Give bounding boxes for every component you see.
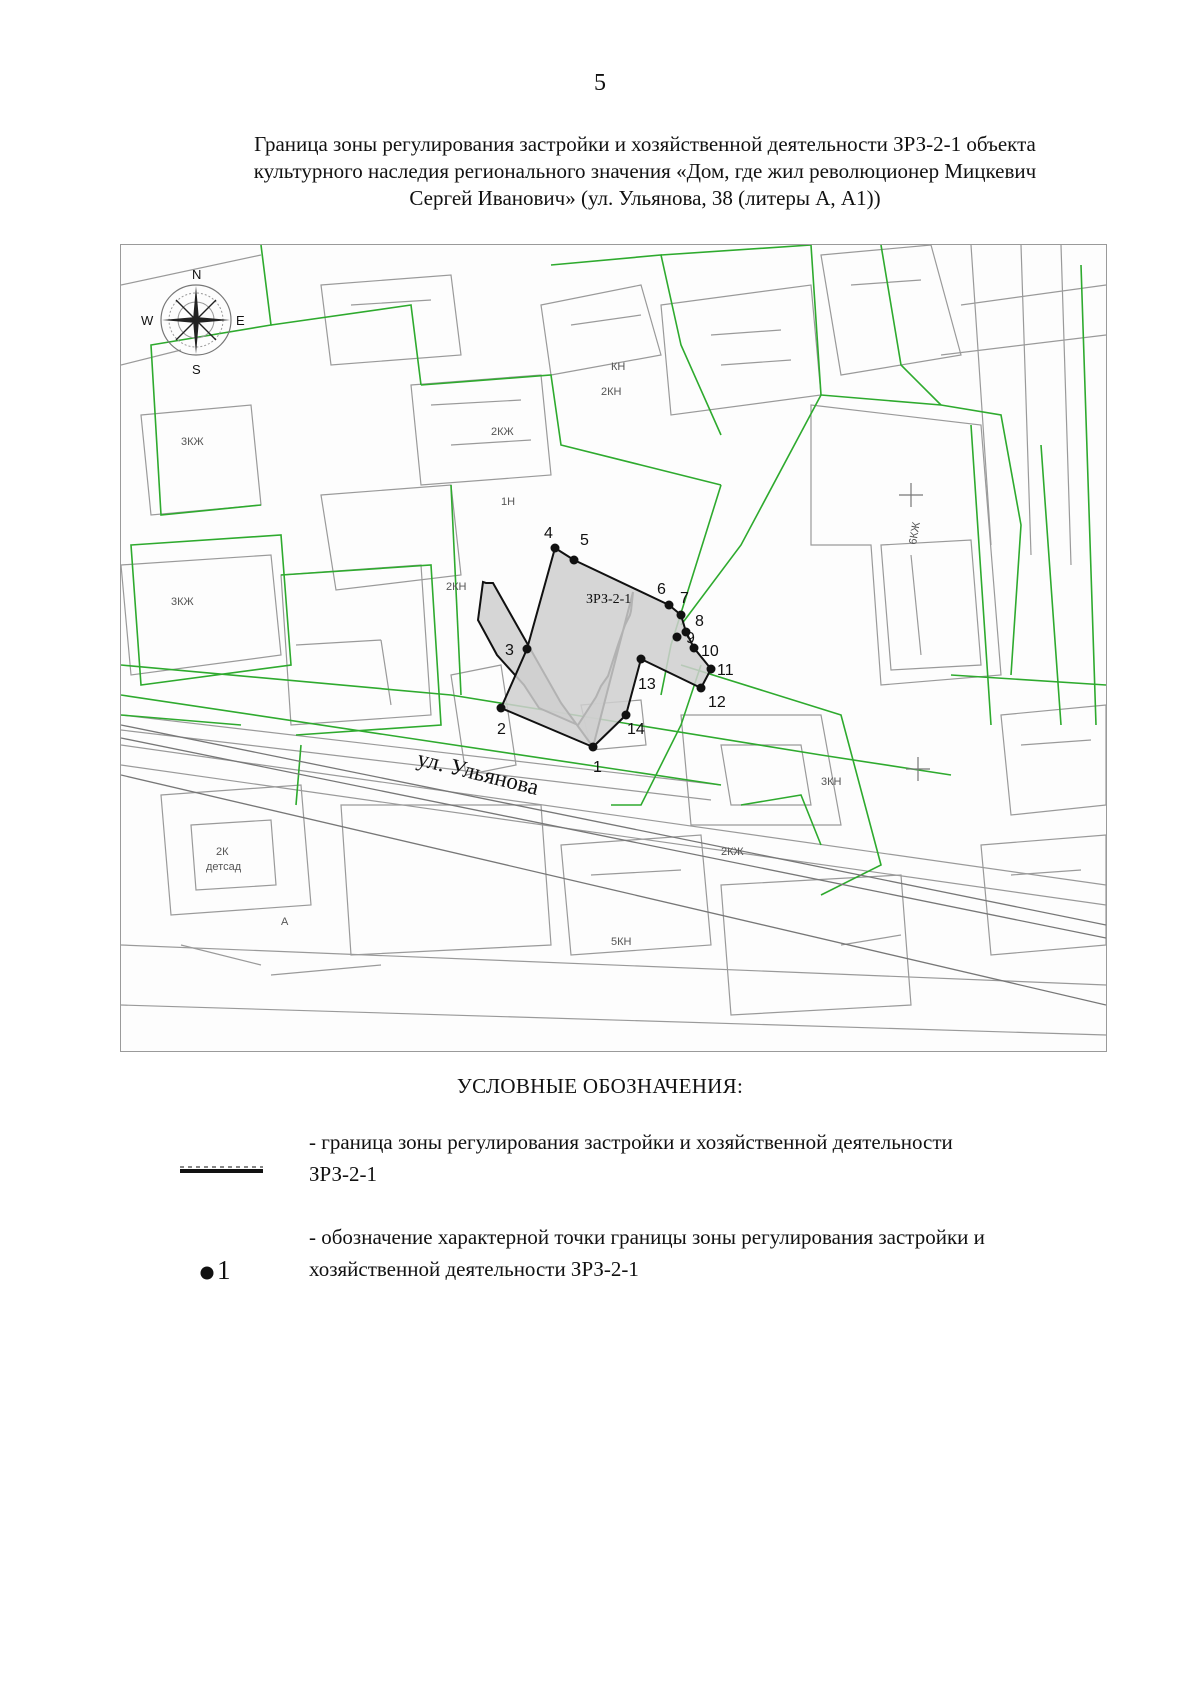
legend-text-line: - обозначение характерной точки границы зоны регулирования застройки и <box>309 1225 985 1249</box>
legend-item-point <box>175 1221 1125 1291</box>
boundary-point <box>570 556 579 565</box>
street-label: ул. Ульянова <box>414 745 542 800</box>
cadastral-boundaries <box>121 245 1106 895</box>
block-label: 3КЖ <box>171 596 194 608</box>
block-label: 3КЖ <box>181 436 204 448</box>
compass-east: E <box>236 313 245 328</box>
point-label: 8 <box>695 613 704 630</box>
block-label: 2КН <box>446 581 467 593</box>
legend-text-line: - граница зоны регулирования застройки и хозяйственной деятельности <box>309 1130 953 1154</box>
boundary-line-symbol <box>175 1126 275 1186</box>
block-label: КН <box>611 361 626 373</box>
boundary-point <box>589 743 598 752</box>
legend-item-boundary <box>175 1126 1125 1196</box>
street-ulyanova <box>121 725 1106 1005</box>
boundary-point <box>673 633 682 642</box>
point-label: 1 <box>593 759 602 776</box>
point-label: 11 <box>717 662 734 679</box>
compass-west: W <box>141 313 154 328</box>
legend-point-description <box>309 1221 1129 1285</box>
block-label: 6КЖ <box>907 521 923 546</box>
boundary-point <box>677 611 686 620</box>
block-label: 2К <box>216 846 229 858</box>
point-label: 9 <box>686 630 695 647</box>
point-label: 12 <box>708 694 726 711</box>
block-label: А <box>281 916 289 928</box>
legend-text-line: хозяйственной деятельности ЗРЗ-2-1 <box>309 1257 639 1281</box>
point-label: 4 <box>544 525 553 542</box>
boundary-point <box>665 601 674 610</box>
legend-boundary-description <box>309 1126 1129 1190</box>
compass-south: S <box>192 362 201 377</box>
map-canvas <box>121 245 1106 1051</box>
point-label: 10 <box>701 643 719 660</box>
block-label: 2КЖ <box>721 846 744 858</box>
compass-rose <box>141 267 245 377</box>
zone-label: ЗРЗ-2-1 <box>586 592 632 607</box>
zone-boundary <box>501 548 711 747</box>
point-label: 7 <box>680 590 689 607</box>
block-label: 5КН <box>611 936 632 948</box>
boundary-point-symbol <box>175 1221 275 1281</box>
block-label: 1Н <box>501 496 516 508</box>
legend-heading: УСЛОВНЫЕ ОБОЗНАЧЕНИЯ: <box>456 1074 744 1098</box>
point-label: 5 <box>580 532 589 549</box>
title-line-3: Сергей Иванович» (ул. Ульянова, 38 (литеры А, А1)) <box>409 186 881 210</box>
title-line-1: Граница зоны регулирования застройки и хозяйственной деятельности ЗРЗ-2-1 объекта <box>254 132 1036 156</box>
point-label: 6 <box>657 581 666 598</box>
boundary-point <box>637 655 646 664</box>
document-title <box>175 131 1115 212</box>
block-label: детсад <box>206 861 242 873</box>
point-label: 2 <box>497 721 506 738</box>
boundary-point <box>622 711 631 720</box>
cadastral-map <box>120 244 1107 1052</box>
point-label: 3 <box>505 642 514 659</box>
point-label: 13 <box>638 676 656 693</box>
point-symbol-number: 1 <box>217 1255 231 1281</box>
boundary-point <box>523 645 532 654</box>
boundary-point <box>551 544 560 553</box>
boundary-point <box>697 684 706 693</box>
legend-text-line: ЗРЗ-2-1 <box>309 1162 377 1186</box>
boundary-point <box>497 704 506 713</box>
point-label: 14 <box>627 721 645 738</box>
block-label: 2КЖ <box>491 426 514 438</box>
page-number: 5 <box>594 70 606 96</box>
title-line-2: культурного наследия регионального значения «Дом, где жил революционер Мицкевич <box>253 159 1037 183</box>
block-label: 3КН <box>821 776 842 788</box>
block-label: 2КН <box>601 386 622 398</box>
compass-north: N <box>192 267 202 282</box>
boundary-point <box>707 665 716 674</box>
